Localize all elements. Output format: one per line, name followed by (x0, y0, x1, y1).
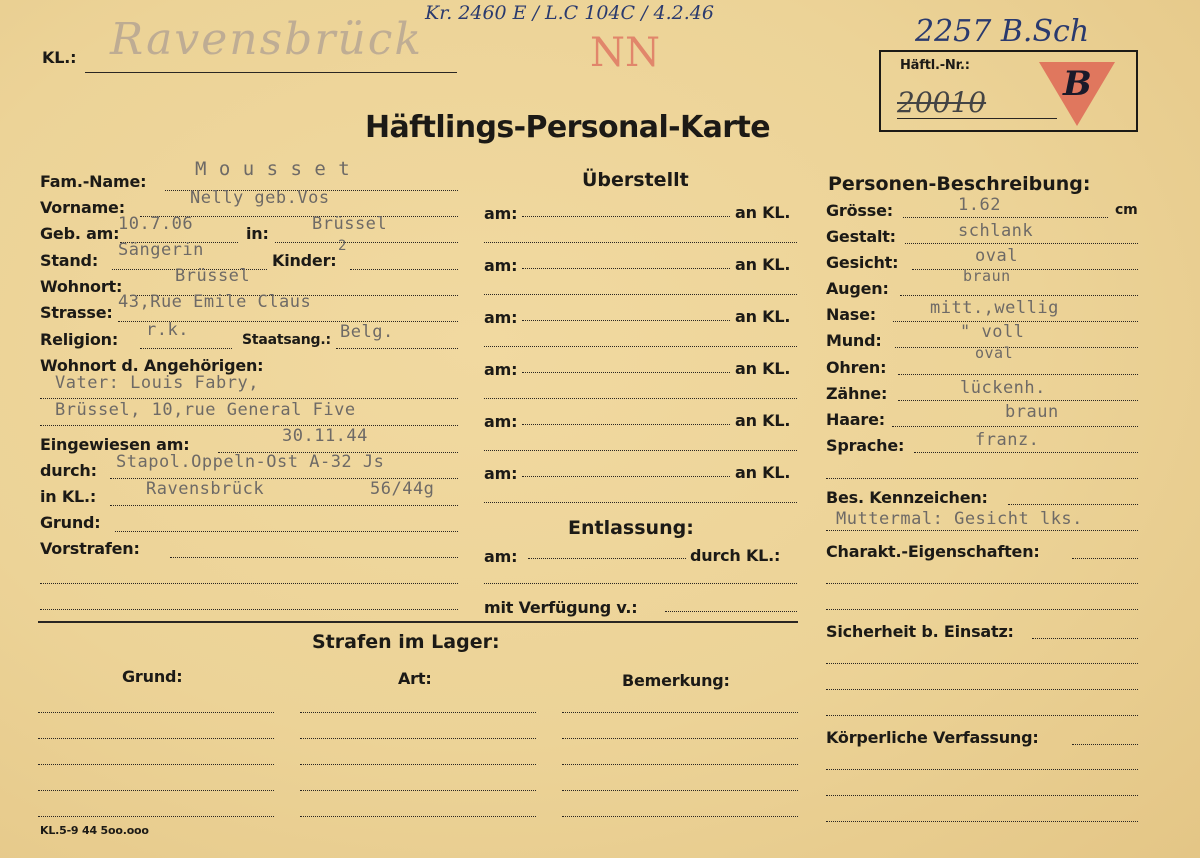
verfuegung-label: mit Verfügung v.: (484, 598, 638, 617)
eingewiesen-label: Eingewiesen am: (40, 435, 190, 454)
strafen-bemerkung-label: Bemerkung: (622, 671, 730, 690)
strasse-label: Strasse: (40, 303, 113, 322)
gestalt-label: Gestalt: (826, 227, 896, 246)
transfer-am-label-2: am: (484, 256, 518, 275)
page-title: Häftlings-Personal-Karte (365, 110, 770, 145)
strafen-grund-label: Grund: (122, 667, 183, 686)
geb-am-label: Geb. am: (40, 224, 120, 243)
ueberstellt-heading: Überstellt (582, 169, 689, 191)
kl-line (85, 72, 457, 73)
mund-value: " voll (960, 322, 1025, 342)
ohren-value: oval (975, 344, 1014, 362)
transfer-am-label-4: am: (484, 360, 518, 379)
kennzeichen-value: Muttermal: Gesicht lks. (836, 509, 1083, 529)
discharge-am-label: am: (484, 547, 518, 566)
wohnort-value: Brüssel (175, 266, 251, 286)
gestalt-value: schlank (958, 221, 1034, 241)
stand-value: Sängerin (118, 240, 204, 260)
kinder-label: Kinder: (272, 251, 337, 270)
geb-am-value: 10.7.06 (118, 214, 194, 234)
transfer-am-label-5: am: (484, 412, 518, 431)
staatsang-label: Staatsang.: (242, 332, 331, 348)
augen-label: Augen: (826, 279, 889, 298)
vorstrafen-label: Vorstrafen: (40, 539, 140, 558)
religion-label: Religion: (40, 330, 119, 349)
kl-value: Ravensbrück (110, 14, 424, 65)
verfassung-label: Körperliche Verfassung: (826, 728, 1039, 747)
section-divider (38, 621, 798, 623)
transfer-an-kl-label-3: an KL. (735, 307, 791, 326)
strafen-art-label: Art: (398, 669, 432, 688)
mund-label: Mund: (826, 331, 882, 350)
grund-label: Grund: (40, 513, 101, 532)
haare-value: braun (1005, 402, 1059, 422)
angehoerige-label: Wohnort d. Angehörigen: (40, 356, 264, 375)
staatsang-value: Belg. (340, 322, 394, 342)
angehoerige-line2: Brüssel, 10,rue General Five (55, 400, 356, 420)
ohren-label: Ohren: (826, 358, 887, 377)
kl-label: KL.: (42, 48, 77, 67)
nase-label: Nase: (826, 305, 876, 324)
fam-name-value: M o u s s e t (195, 158, 351, 180)
sprache-label: Sprache: (826, 436, 905, 455)
wohnort-label: Wohnort: (40, 277, 123, 296)
strafen-heading: Strafen im Lager: (312, 631, 500, 653)
sprache-value: franz. (975, 430, 1040, 450)
transfer-am-label-3: am: (484, 308, 518, 327)
entlassung-heading: Entlassung: (568, 517, 694, 539)
discharge-durch-label: durch KL.: (690, 546, 781, 565)
durch-label: durch: (40, 461, 97, 480)
transfer-an-kl-label-2: an KL. (735, 255, 791, 274)
groesse-value: 1.62 (958, 195, 1001, 215)
sicherheit-label: Sicherheit b. Einsatz: (826, 622, 1014, 641)
nase-value: mitt.,wellig (930, 298, 1059, 318)
stand-label: Stand: (40, 251, 99, 270)
print-code: KL.5-9 44 5oo.ooo (40, 824, 149, 837)
haare-label: Haare: (826, 410, 885, 429)
haeftl-nr-line (897, 118, 1057, 119)
kennzeichen-label: Bes. Kennzeichen: (826, 488, 988, 507)
in-kl-number: 56/44g (370, 479, 435, 499)
personen-beschreibung-heading: Personen-Beschreibung: (828, 173, 1091, 195)
in-kl-value: Ravensbrück (146, 479, 265, 499)
gesicht-value: oval (975, 246, 1018, 266)
angehoerige-line1: Vater: Louis Fabry, (55, 373, 259, 393)
triangle-letter: B (1063, 64, 1092, 104)
transfer-an-kl-label-6: an KL. (735, 463, 791, 482)
in-kl-label: in KL.: (40, 487, 97, 506)
augen-value: braun (963, 267, 1011, 285)
in-label: in: (246, 224, 269, 243)
nn-mark: NN (590, 30, 660, 76)
strasse-value: 43,Rue Emile Claus (118, 292, 312, 312)
cm-label: cm (1115, 202, 1138, 218)
transfer-am-label-6: am: (484, 464, 518, 483)
zaehne-label: Zähne: (826, 384, 888, 403)
durch-value: Stapol.Oppeln-Ost A-32 Js (116, 452, 385, 472)
charakter-label: Charakt.-Eigenschaften: (826, 542, 1040, 561)
vorname-label: Vorname: (40, 198, 125, 217)
fam-name-label: Fam.-Name: (40, 172, 147, 191)
transfer-an-kl-label-4: an KL. (735, 359, 791, 378)
religion-value: r.k. (146, 320, 189, 340)
gesicht-label: Gesicht: (826, 253, 899, 272)
reference-note: Kr. 2460 E / L.C 104C / 4.2.46 (425, 2, 714, 24)
transfer-an-kl-label-5: an KL. (735, 411, 791, 430)
kinder-value: 2 (338, 238, 347, 254)
transfer-an-kl-label-1: an KL. (735, 203, 791, 222)
in-value: Brüssel (312, 214, 388, 234)
eingewiesen-value: 30.11.44 (282, 426, 368, 446)
haeftl-nr-label: Häftl.-Nr.: (900, 58, 970, 73)
vorname-value: Nelly geb.Vos (190, 188, 330, 208)
transfer-am-label-1: am: (484, 204, 518, 223)
record-number: 2257 B.Sch (915, 14, 1090, 49)
zaehne-value: lückenh. (960, 378, 1046, 398)
haeftl-nr-value: 20010 (897, 86, 987, 119)
groesse-label: Grösse: (826, 201, 893, 220)
